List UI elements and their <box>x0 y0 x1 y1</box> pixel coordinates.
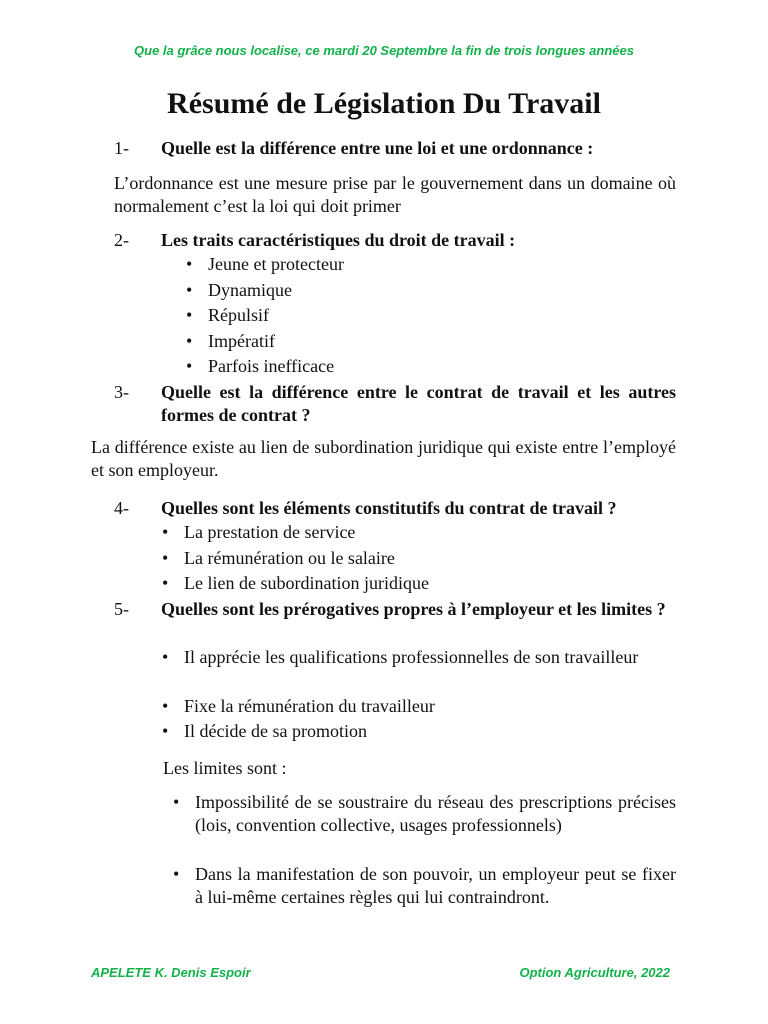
list-item: • Répulsif <box>208 304 676 330</box>
question-number-4: 4- <box>114 498 129 518</box>
list-item: • Impératif <box>208 330 676 356</box>
list-item: • Jeune et protecteur <box>208 253 676 279</box>
footer-author: APELETE K. Denis Espoir <box>91 965 251 980</box>
elements-list <box>184 521 676 598</box>
question-5: Quelles sont les prérogatives propres à l’employeur et les limites ? <box>161 599 666 619</box>
traits-list <box>208 253 676 381</box>
question-number-5: 5- <box>114 599 129 619</box>
list-item: • Impossibilité de se soustraire du réseau des prescriptions précises (lois, convention collective, usages professionnels) <box>195 791 676 863</box>
list-item: • Le lien de subordination juridique <box>184 572 676 598</box>
list-item: • La prestation de service <box>184 521 676 547</box>
limits-label: Les limites sont : <box>163 758 287 778</box>
limits-list <box>195 791 676 911</box>
answer-1: L’ordonnance est une mesure prise par le gouvernement dans un domaine où normalement c’est la loi qui doit primer <box>114 173 676 216</box>
page-title: Résumé de Législation Du Travail <box>167 87 601 120</box>
footer-option: Option Agriculture, 2022 <box>519 965 670 980</box>
answer-3: La différence existe au lien de subordination juridique qui existe entre l’employé et son employeur. <box>91 437 676 480</box>
list-item: • Fixe la rémunération du travailleur <box>184 695 676 720</box>
question-3: Quelle est la différence entre le contrat de travail et les autres formes de contrat ? <box>161 382 676 425</box>
list-item: • Dans la manifestation de son pouvoir, un employeur peut se fixer à lui-même certaines règles qui lui contraindront. <box>195 863 676 911</box>
list-item: • Il décide de sa promotion <box>184 720 676 745</box>
question-number-2: 2- <box>114 230 129 250</box>
prerogatives-list <box>184 646 676 745</box>
question-2: Les traits caractéristiques du droit de travail : <box>161 230 516 250</box>
header-dedication: Que la grâce nous localise, ce mardi 20 Septembre la fin de trois longues années <box>134 43 634 58</box>
question-number-1: 1- <box>114 138 129 158</box>
list-item: • Il apprécie les qualifications professionnelles de son travailleur <box>184 646 676 695</box>
question-4: Quelles sont les éléments constitutifs du contrat de travail ? <box>161 498 617 518</box>
list-item: • La rémunération ou le salaire <box>184 547 676 573</box>
list-item: • Dynamique <box>208 279 676 305</box>
list-item: • Parfois inefficace <box>208 355 676 381</box>
question-1: Quelle est la différence entre une loi et une ordonnance : <box>161 138 594 158</box>
question-number-3: 3- <box>114 382 129 402</box>
